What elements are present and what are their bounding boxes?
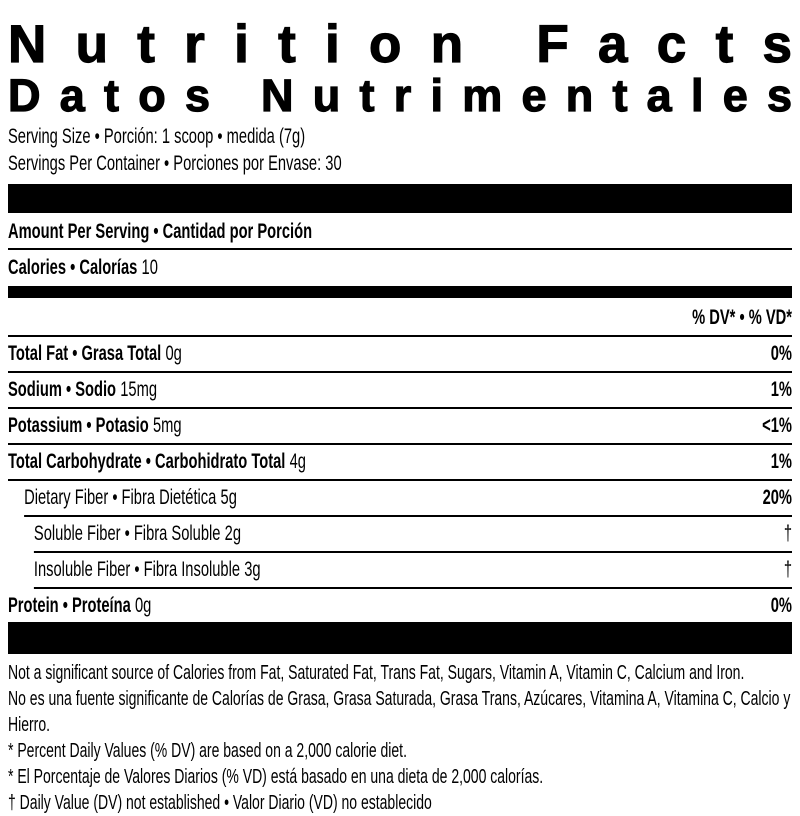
nutrient-name: Potassium • Potasio 5mg — [8, 414, 182, 438]
nutrient-name: Protein • Proteína 0g — [8, 594, 152, 618]
nutrient-rows — [8, 337, 792, 622]
footnote-line: * Percent Daily Values (% DV) are based on a 2,000 calorie diet. — [8, 740, 407, 763]
servings-per-container-line: Servings Per Container • Porciones por Envase: 30 — [8, 152, 342, 176]
nutrient-daily-value: † — [783, 558, 792, 582]
nutrient-daily-value: 1% — [770, 450, 792, 474]
footnote-line: No es una fuente significante de Calorías de Grasa, Grasa Saturada, Grasa Trans, Azúcares, Vitamina A, Vitamina C, Calcio y Hierro. — [8, 688, 791, 737]
amount-per-serving-header: Amount Per Serving • Cantidad por Porción — [8, 213, 792, 250]
nutrient-name: Total Fat • Grasa Total 0g — [8, 342, 182, 366]
nutrient-daily-value: 0% — [770, 342, 792, 366]
nutrient-row — [8, 337, 792, 373]
separator-bar-bottom — [8, 622, 792, 654]
nutrient-row — [8, 445, 792, 481]
calories-value: 10 — [141, 256, 158, 280]
nutrient-row — [8, 409, 792, 445]
footnote-line: † Daily Value (DV) not established • Valor Diario (VD) no establecido — [8, 792, 432, 815]
nutrient-name: Soluble Fiber • Fibra Soluble 2g — [33, 522, 242, 546]
nutrient-row — [24, 481, 792, 517]
nutrient-daily-value: 0% — [770, 594, 792, 618]
calories-row — [8, 250, 792, 286]
nutrient-name: Total Carbohydrate • Carbohidrato Total 4g — [8, 450, 306, 474]
nutrient-daily-value: <1% — [762, 414, 792, 438]
label-body — [8, 123, 792, 816]
title-english: N u t r i t i o n F a c t s — [8, 15, 792, 74]
nutrient-daily-value: 1% — [770, 378, 792, 402]
separator-bar-top — [8, 184, 792, 213]
nutrient-name: Dietary Fiber • Fibra Dietética 5g — [24, 486, 237, 510]
nutrient-name: Sodium • Sodio 15mg — [8, 378, 158, 402]
nutrient-name: Insoluble Fiber • Fibra Insoluble 3g — [33, 558, 261, 582]
nutrient-row — [34, 553, 792, 589]
footnote-line: Not a significant source of Calories from Fat, Saturated Fat, Trans Fat, Sugars, Vitamin A, Vitamin C, Calcium and Iron. — [8, 662, 745, 685]
calories-label: Calories • Calorías — [8, 256, 138, 280]
separator-bar-medium — [8, 286, 792, 298]
footnote-line: * El Porcentaje de Valores Diarios (% VD) está basado en una dieta de 2,000 calorías. — [8, 766, 544, 789]
serving-size-line: Serving Size • Porción: 1 scoop • medida (7g) — [8, 125, 306, 149]
title-spanish: D a t o s N u t r i m e n t a l e s — [8, 70, 792, 122]
nutrient-row — [8, 589, 792, 622]
nutrient-row — [34, 517, 792, 553]
daily-value-header: % DV* • % VD* — [8, 298, 792, 337]
footnotes-section — [8, 660, 792, 816]
nutrient-daily-value: 20% — [762, 486, 792, 510]
nutrient-daily-value: † — [783, 522, 792, 546]
nutrient-row — [8, 373, 792, 409]
